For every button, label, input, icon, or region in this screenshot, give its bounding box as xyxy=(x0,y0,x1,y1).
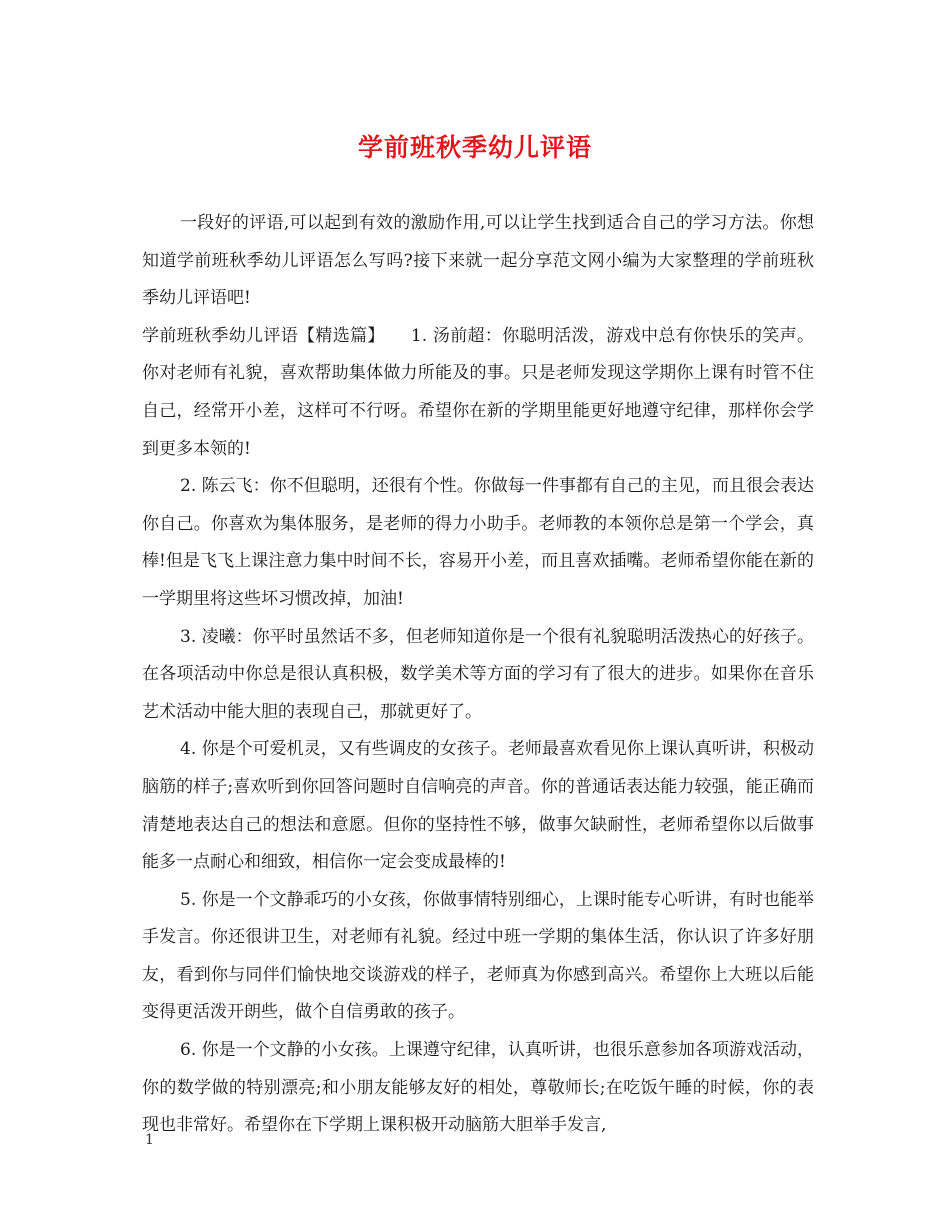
document-body xyxy=(142,205,814,1145)
page-number: 1 xyxy=(145,1132,154,1148)
comment-paragraph: 6. 你是一个文静的小女孩。上课遵守纪律，认真听讲，也很乐意参加各项游戏活动，你的数学做的特别漂亮;和小朋友能够友好的相处，尊敬师长;在吃饭午睡的时候，你的表现也非常好。希望你在下学期上课积极开动脑筋大胆举手发言, xyxy=(142,1040,814,1136)
intro-paragraph: 一段好的评语,可以起到有效的激励作用,可以让学生找到适合自己的学习方法。你想知道学前班秋季幼儿评语怎么写吗?接下来就一起分享范文网小编为大家整理的学前班秋季幼儿评语吧! xyxy=(142,213,814,309)
section-heading-paragraph: 学前班秋季幼儿评语【精选篇】 1. 汤前超：你聪明活泼，游戏中总有你快乐的笑声。你对老师有礼貌，喜欢帮助集体做力所能及的事。只是老师发现这学期你上课有时管不住自己，经常开小差，这样可不行呀。希望你在新的学期里能更好地遵守纪律，那样你会学到更多本领的! xyxy=(142,325,814,459)
document-title: 学前班秋季幼儿评语 xyxy=(357,133,592,162)
comment-paragraph: 4. 你是个可爱机灵，又有些调皮的女孩子。老师最喜欢看见你上课认真听讲，积极动脑筋的样子;喜欢听到你回答问题时自信响亮的声音。你的普通话表达能力较强，能正确而清楚地表达自己的想法和意愿。但你的坚持性不够，做事欠缺耐性，老师希望你以后做事能多一点耐心和细致，相信你一定会变成最棒的! xyxy=(142,739,814,873)
comment-paragraph: 5. 你是一个文静乖巧的小女孩，你做事情特别细心，上课时能专心听讲，有时也能举手发言。你还很讲卫生，对老师有礼貌。经过中班一学期的集体生活，你认识了许多好朋友，看到你与同伴们愉快地交谈游戏的样子，老师真为你感到高兴。希望你上大班以后能变得更活泼开朗些，做个自信勇敢的孩子。 xyxy=(142,889,814,1023)
comment-paragraph: 2. 陈云飞：你不但聪明，还很有个性。你做每一件事都有自己的主见，而且很会表达你自己。你喜欢为集体服务，是老师的得力小助手。老师教的本领你总是第一个学会，真棒!但是飞飞上课注意力集中时间不长，容易开小差，而且喜欢插嘴。老师希望你能在新的一学期里将这些坏习惯改掉，加油! xyxy=(142,476,814,609)
comment-paragraph: 3. 凌曦：你平时虽然话不多，但老师知道你是一个很有礼貌聪明活泼热心的好孩子。在各项活动中你总是很认真积极，数学美术等方面的学习有了很大的进步。如果你在音乐艺术活动中能大胆的表现自己，那就更好了。 xyxy=(142,626,814,722)
